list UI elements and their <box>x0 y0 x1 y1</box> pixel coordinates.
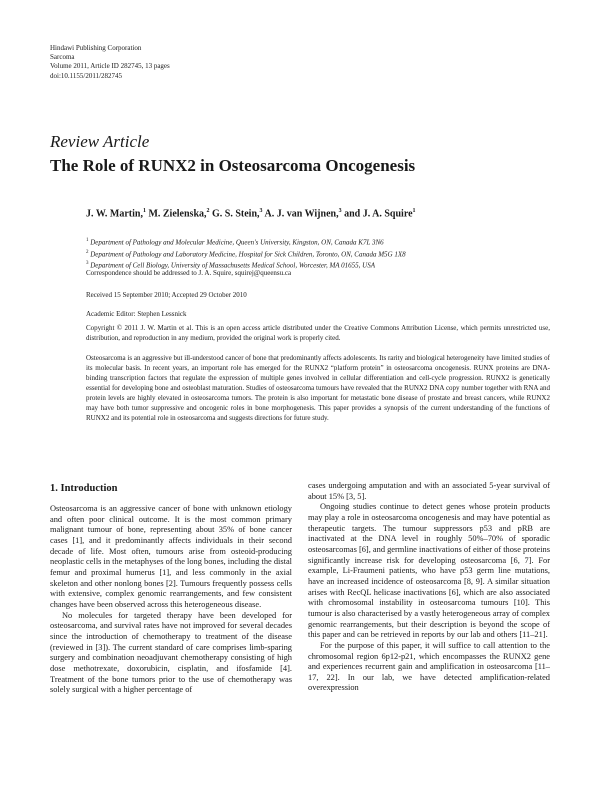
journal-header <box>50 44 170 81</box>
author-affiliation-mark: 2 <box>206 208 210 214</box>
author: J. W. Martin, <box>86 208 143 220</box>
author: G. S. Stein, <box>212 208 260 220</box>
received-accepted-dates: Received 15 September 2010; Accepted 29 October 2010 <box>86 291 247 299</box>
left-column <box>50 504 292 696</box>
volume-info: Volume 2011, Article ID 282745, 13 pages <box>50 62 170 71</box>
author: A. J. van Wijnen, <box>264 208 339 220</box>
body-paragraph: Osteosarcoma is an aggressive cancer of bone with unknown etiology and often poor clinical outcome. It is the most common primary malignant tumour of bone, representing about 35% of bone cancer cases [1], and it predominantly affects individuals in their second decade of life. Most often, tumours arise from osteoid-producing neoplastic cells in the metaphyses of the long bones, including the distal femur and proximal humerus [1], and less commonly in the axial skeleton and other nonlong bones [2]. Tumours frequently possess cells with extensive, complex genomic rearrangements, and few consistent changes have been observed across this heterogeneous disease. <box>50 504 292 609</box>
academic-editor: Academic Editor: Stephen Lessnick <box>86 310 187 318</box>
right-column <box>308 481 550 694</box>
affiliation-number: 3 <box>86 261 89 267</box>
body-paragraph: No molecules for targeted therapy have been developed for osteosarcoma, and survival rates have not improved for several decades since the introduction of chemotherapy to treatment of the disease (reviewed in [3]). The current standard of care comprises limb-sparing surgery and combination neoadjuvant chemotherapy consisting of high dose methotrexate, doxorubicin, cisplatin, and ifosfamide [4]. Treatment of the bone tumors prior to the use of chemotherapy was solely surgical with a higher percentage of <box>50 610 292 695</box>
author: and J. A. Squire <box>344 208 413 220</box>
author-affiliation-mark: 3 <box>338 208 342 214</box>
author-list <box>86 208 550 219</box>
body-paragraph: Ongoing studies continue to detect genes whose protein products may play a role in osteosarcoma oncogenesis and may have potential as therapeutic targets. The tumour suppressors p53 and pRB are inactivated at the DNA level in roughly 50%–70% of sporadic osteosarcomas [6], and germline inactivations of either of those proteins significantly increase risk for developing osteosarcoma [6, 7]. For example, Li-Fraumeni patients, who have p53 germ line mutations, have an increased incidence of osteosarcoma [8, 9]. A similar situation arises with RecQL helicase inactivations [6], which are also associated with chromosomal instability in osteosarcoma tumours [10]. This tumour is also characterised by a vastly heterogeneous array of complex genomic rearrangements, but their description is beyond the scope of this paper and can be retrieved in reports by our lab and others [11–21]. <box>308 502 550 640</box>
affiliation-item <box>86 236 550 248</box>
abstract: Osteosarcoma is an aggressive but ill-understood cancer of bone that predominantly affects adolescents. Its rarity and biological heterogeneity have limited studies of its molecular basis. In recent years, an important role has emerged for the RUNX2 “platform protein” in osteosarcoma oncogenesis. RUNX proteins are DNA-binding transcription factors that regulate the expression of multiple genes involved in cellular differentiation and cell-cycle progression. RUNX2 is genetically essential for developing bone and osteoblast maturation. Studies of osteosarcoma tumours have revealed that the RUNX2 DNA copy number together with RNA and protein levels are highly elevated in osteosarcoma tumors. The protein is also important for metastatic bone disease of prostate and breast cancers, while RUNX2 may have both tumor suppressive and oncogenic roles in bone morphogenesis. This paper provides a synopsis of the current understanding of the functions of RUNX2 and its potential role in osteosarcoma and suggests directions for future study. <box>86 354 550 422</box>
journal-name: Sarcoma <box>50 53 75 62</box>
page-title: The Role of RUNX2 in Osteosarcoma Oncogenesis <box>50 156 416 175</box>
author-affiliation-mark: 3 <box>259 208 263 214</box>
affiliations <box>86 236 550 271</box>
publisher: Hindawi Publishing Corporation <box>50 44 142 52</box>
doi: doi:10.1155/2011/282745 <box>50 71 123 80</box>
section-heading: 1. Introduction <box>50 483 118 494</box>
author-affiliation-mark: 1 <box>142 208 146 214</box>
affiliation-number: 2 <box>86 249 89 255</box>
affiliation-text: Department of Pathology and Laboratory Medicine, Hospital for Sick Children, Toronto, ON, Canada M5G 1X8 <box>90 249 406 258</box>
author: M. Zielenska, <box>148 208 207 220</box>
correspondence: Correspondence should be addressed to J. A. Squire, squirej@queensu.ca <box>86 269 292 277</box>
affiliation-item <box>86 248 550 260</box>
copyright-notice: Copyright © 2011 J. W. Martin et al. This is an open access article distributed under the Creative Commons Attribution License, which permits unrestricted use, distribution, and reproduction in any medium, provided the original work is properly cited. <box>86 324 550 342</box>
affiliation-text: Department of Cell Biology, University of Massachusetts Medical School, Worcester, MA 01655, USA <box>90 261 376 270</box>
affiliation-number: 1 <box>86 238 89 243</box>
body-paragraph: cases undergoing amputation and with an associated 5-year survival of about 15% [3, 5]. <box>308 481 550 501</box>
affiliation-text: Department of Pathology and Molecular Medicine, Queen's University, Kingston, ON, Canada K7L 3N6 <box>90 238 384 247</box>
article-type: Review Article <box>50 132 150 151</box>
author-affiliation-mark: 1 <box>412 208 416 214</box>
body-paragraph: For the purpose of this paper, it will suffice to call attention to the chromosomal region 6p12-p21, which encompasses the RUNX2 gene and experiences recurrent gain and amplification in osteosarcoma [11–17, 22]. In our lab, we have detected amplification-related overexpression <box>308 640 550 693</box>
